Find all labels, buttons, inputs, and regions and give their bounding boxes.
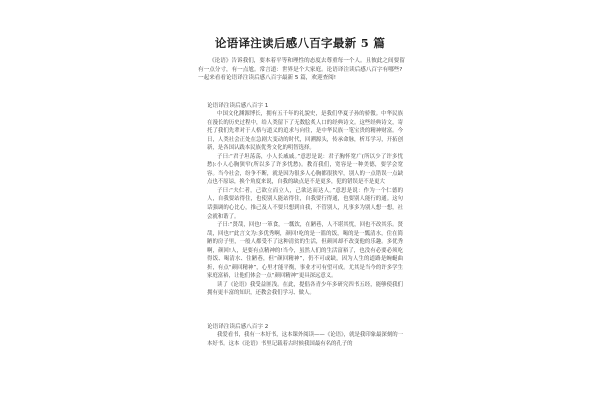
section-body-1: [207, 110, 403, 298]
intro-text: 《论语》告诉我们，要本着平等和理性的态度去尊重每一个人。且彼此之间要留有一点分寸，有一点尬。常言道：世界是个大家庭。论语译注读后感八百字有哪些?一起来看看论语译注读后感八百字最新 5 篇，欢迎查阅!: [198, 58, 405, 82]
paragraph: 我爱看书，我有一本好书，这本课外阅读——《论语》，就是我印象最深刻的一本好书。这本《论语》书里记载着古时候我国最有名的孔子的: [207, 332, 403, 347]
section-heading-1: 论语译注读后感八百字 1: [207, 103, 269, 109]
paragraph: 子曰:“贤哉，回也!一箪食，一瓢饮，在陋巷，人不堪其忧，回也不改其乐。贤哉，回也!”此言文为:多优秀啊，颜回!吃的是一篮的饭，喝的是一瓢清水，住在简陋的房子里，一般人都受不了这种清贫的生活，但颜回却不改变他的乐趣。多优秀啊，颜回!人，是要有点精神的!当今，虽然人们的生活富裕了，也没有必要必须吃得饭、喝清水、住陋巷，但“颜回精神”，仍不可或缺，因为人生的道路是蜿蜒曲折，有点“颜回精神”，心里才能平衡，事业才可有望可成。尤其是当今的许多学生家庭富裕，让他们体会一点“颜回精神”更具深远意义。: [207, 222, 403, 280]
section-body-2: [207, 331, 403, 348]
document-title: 论语译注读后感八百字最新 5 篇: [214, 36, 386, 50]
intro-paragraph: [198, 57, 406, 83]
paragraph: 子曰:“君子坦荡荡，小人长戚戚。”意思是说：君子胸怀宽广(所以少了许多忧愁):小人心胸狭窄(所以多了许多忧愁)。教育我们，宽容是一种美德，要学会宽容。当今社会，纷争不断，就是因为很多人心胸都很狭窄，别人的一点错误一点缺点也不原谅，换个角度来说，自我的缺点是不是更多，犯的错误是不是更大: [207, 153, 403, 186]
paragraph: 中国文化渊源博长，拥有五千年的礼貌史，是我们华夏子孙的骄傲。中华民族在漫长的历史过程中，给人类留下了无数脍炙人口的经典诗文。这些经典诗文，寄托了我们先辈对于人格与道义的追求与向往，是中华民族一笔宝贵的精神财富。今日，人类社会正处在急剧大变动的时代，回溯源头，传承命脉，析耳学习，开拓创新，是各国认践本民族优秀文化的明智选择。: [207, 111, 403, 152]
paragraph: 子曰:“夫仁者，己欲立而立人，己欲达而达人。”意思是说：作为一个仁德的人，自我要站得住，也使别人能站得住，自我要行得通，也要别人能行的通。这句话强调的心比心，推己及人不要只想到自我，不管别人，凡事多为别人想一想，社会就和谐了。: [207, 187, 403, 220]
section-heading-2: 论语译注读后感八百字 2: [207, 324, 269, 330]
document-page: [188, 0, 412, 400]
paragraph: 读了《论语》我受益匪浅。在此，提倡各青少年多研究四书五经，能够使我们拥有更丰富的知识，还教会我们学习、做人。: [207, 281, 403, 297]
